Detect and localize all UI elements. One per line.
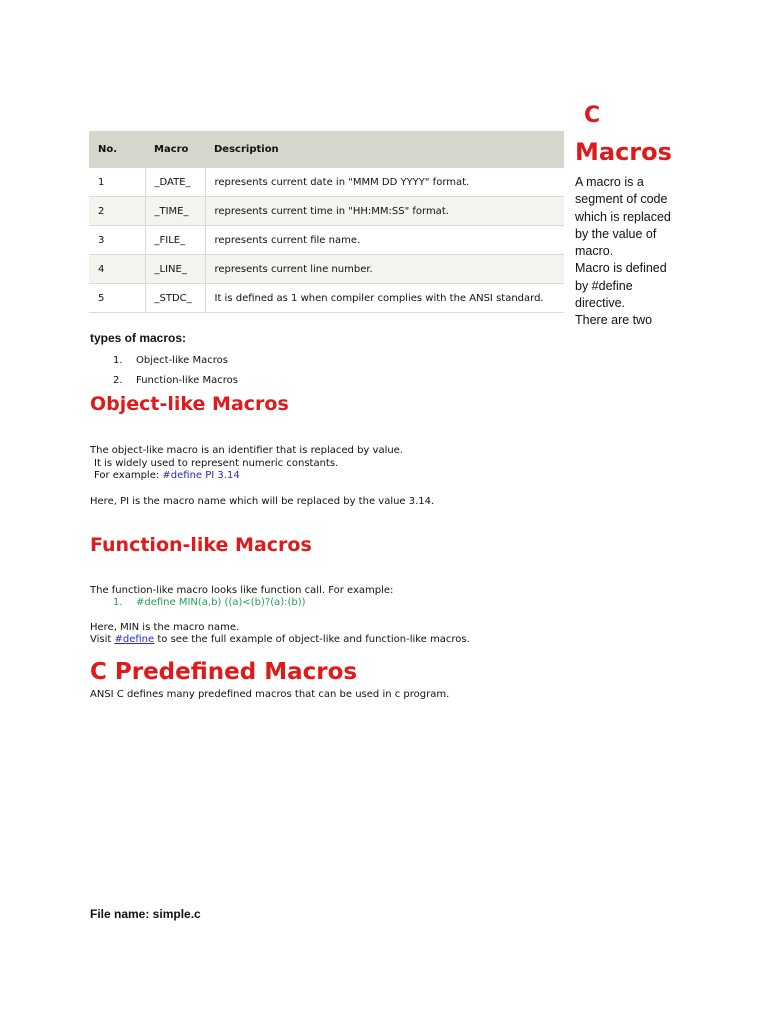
intro-line: A macro is a — [575, 175, 644, 189]
intro-line: macro. — [575, 244, 614, 259]
list-item: Function-like Macros — [136, 375, 238, 386]
text: to see the full example of object-like and function-like macros. — [157, 634, 470, 645]
table-row — [89, 168, 564, 197]
cell-no: 1 — [89, 168, 145, 197]
intro-line: which is replaced — [575, 209, 671, 224]
object-like-heading: Object-like Macros — [90, 393, 289, 415]
intro-line: by the value of — [575, 226, 657, 241]
types-heading: types of macros: — [90, 331, 187, 345]
cell-macro: _TIME_ — [145, 197, 205, 226]
intro-text — [575, 174, 671, 330]
cell-description: represents current date in "MMM DD YYYY" format. — [205, 168, 564, 197]
table-row — [89, 197, 564, 226]
define-link[interactable]: #define — [114, 634, 155, 645]
function-like-heading: Function-like Macros — [90, 534, 312, 556]
header-description: Description — [205, 131, 564, 168]
intro-line: Macro is defined — [575, 261, 667, 276]
file-name-label: File name: simple.c — [90, 907, 201, 921]
cell-macro: _FILE_ — [145, 226, 205, 255]
header-no: No. — [89, 131, 145, 168]
intro-line: by #define — [575, 278, 633, 293]
predefined-macros-table — [89, 131, 564, 313]
cell-description: represents current line number. — [205, 255, 564, 284]
text: For example: — [94, 470, 160, 481]
cell-no: 4 — [89, 255, 145, 284]
cell-description: It is defined as 1 when compiler complies with the ANSI standard. — [205, 284, 564, 313]
intro-line: There are two — [575, 313, 653, 328]
cell-description: represents current file name. — [205, 226, 564, 255]
paragraph — [94, 470, 240, 481]
table-row — [89, 284, 564, 313]
list-number: 1. — [113, 597, 123, 608]
paragraph: Here, PI is the macro name which will be replaced by the value 3.14. — [90, 496, 435, 507]
intro-line: directive. — [575, 296, 626, 311]
table-header — [89, 131, 564, 168]
cell-macro: _DATE_ — [145, 168, 205, 197]
cell-description: represents current time in "HH:MM:SS" format. — [205, 197, 564, 226]
cell-macro: _LINE_ — [145, 255, 205, 284]
cell-macro: _STDC_ — [145, 284, 205, 313]
paragraph: The function-like macro looks like function call. For example: — [90, 585, 394, 596]
table-row — [89, 226, 564, 255]
paragraph: It is widely used to represent numeric constants. — [94, 458, 339, 469]
cell-no: 3 — [89, 226, 145, 255]
intro-line: segment of code — [575, 192, 668, 207]
cell-no: 2 — [89, 197, 145, 226]
paragraph — [90, 634, 470, 645]
paragraph: Here, MIN is the macro name. — [90, 622, 240, 633]
list-number: 2. — [113, 375, 123, 386]
code-snippet: #define PI 3.14 — [162, 470, 240, 481]
title-macros: Macros — [575, 138, 672, 166]
title-c: C — [584, 103, 601, 128]
paragraph: ANSI C defines many predefined macros that can be used in c program. — [90, 689, 450, 700]
code-snippet: #define MIN(a,b) ((a)<(b)?(a):(b)) — [136, 597, 306, 608]
header-macro: Macro — [145, 131, 205, 168]
list-item: Object-like Macros — [136, 355, 228, 366]
paragraph: The object-like macro is an identifier that is replaced by value. — [90, 445, 404, 456]
cell-no: 5 — [89, 284, 145, 313]
text: Visit — [90, 634, 112, 645]
table-row — [89, 255, 564, 284]
list-number: 1. — [113, 355, 123, 366]
predefined-heading: C Predefined Macros — [90, 659, 358, 685]
